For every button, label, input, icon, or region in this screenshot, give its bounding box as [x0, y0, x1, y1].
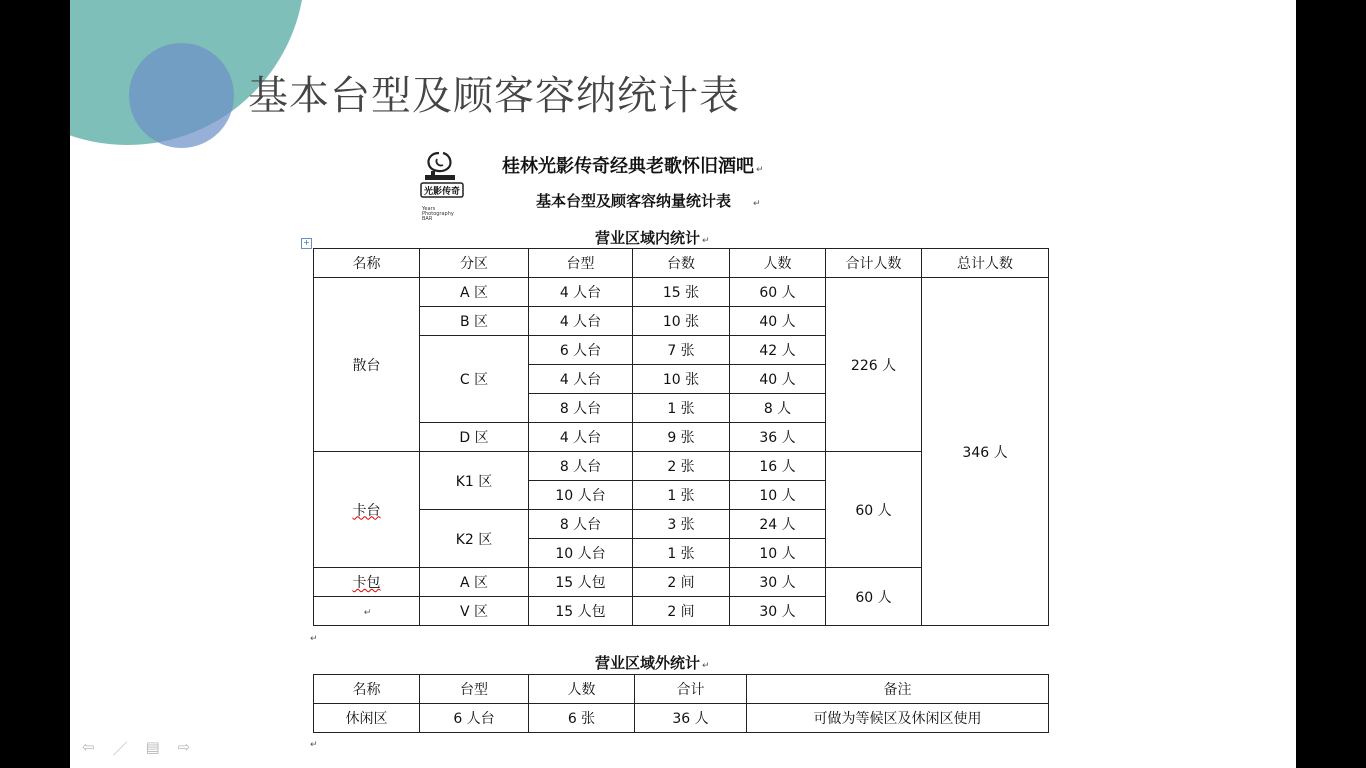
- people-cell: 10 人: [730, 481, 826, 510]
- logo-caption: Years Photography BAR: [422, 206, 454, 222]
- people-cell: 10 人: [730, 539, 826, 568]
- type-cell: 4 人台: [529, 307, 633, 336]
- count-cell: 1 张: [633, 394, 730, 423]
- subtotal-cell: 226 人: [826, 278, 922, 452]
- people-cell: 60 人: [730, 278, 826, 307]
- cell: 6 人台: [420, 704, 529, 733]
- count-cell: 10 张: [633, 307, 730, 336]
- type-cell: 8 人台: [529, 452, 633, 481]
- table-header-row: [314, 675, 1049, 704]
- header-cell: 合计人数: [826, 249, 922, 278]
- count-cell: 2 张: [633, 452, 730, 481]
- inside-area-table: [313, 248, 1049, 626]
- people-cell: 24 人: [730, 510, 826, 539]
- type-cell: 8 人台: [529, 510, 633, 539]
- header-cell: 分区: [420, 249, 529, 278]
- header-cell: 名称: [314, 675, 420, 704]
- count-cell: 3 张: [633, 510, 730, 539]
- zone-cell: D 区: [420, 423, 529, 452]
- subtotal-cell: 60 人: [826, 452, 922, 568]
- slide-title: 基本台型及顾客容纳统计表: [248, 73, 740, 119]
- zone-cell: A 区: [420, 278, 529, 307]
- zone-cell: C 区: [420, 336, 529, 423]
- count-cell: 9 张: [633, 423, 730, 452]
- type-cell: 8 人台: [529, 394, 633, 423]
- zone-cell: K1 区: [420, 452, 529, 510]
- paragraph-mark: ↵: [310, 740, 318, 750]
- zone-cell: V 区: [420, 597, 529, 626]
- section-title-inside: 营业区域内统计 ↵: [595, 229, 710, 247]
- type-cell: 4 人台: [529, 365, 633, 394]
- subtotal-cell: 60 人: [826, 568, 922, 626]
- remark-cell: 可做为等候区及休闲区使用: [747, 704, 1049, 733]
- slide: [70, 0, 1296, 768]
- header-cell: 合计: [635, 675, 747, 704]
- type-cell: 4 人台: [529, 423, 633, 452]
- name-cell: 卡包: [314, 568, 420, 597]
- count-cell: 10 张: [633, 365, 730, 394]
- name-cell: 散台: [314, 278, 420, 452]
- count-cell: 2 间: [633, 568, 730, 597]
- table-move-handle-icon[interactable]: +: [301, 238, 312, 249]
- header-cell: 总计人数: [922, 249, 1049, 278]
- count-cell: 7 张: [633, 336, 730, 365]
- type-cell: 15 人包: [529, 568, 633, 597]
- header-cell: 备注: [747, 675, 1049, 704]
- header-cell: 台型: [529, 249, 633, 278]
- zone-cell: A 区: [420, 568, 529, 597]
- count-cell: 1 张: [633, 539, 730, 568]
- section-title-outside: 营业区域外统计 ↵: [595, 654, 710, 672]
- logo-text: 光影传奇: [423, 187, 461, 197]
- total-cell: 346 人: [922, 278, 1049, 626]
- header-cell: 台型: [420, 675, 529, 704]
- cell: 6 张: [529, 704, 635, 733]
- cell: 36 人: [635, 704, 747, 733]
- header-cell: 台数: [633, 249, 730, 278]
- type-cell: 4 人台: [529, 278, 633, 307]
- table-row: [314, 278, 1049, 307]
- people-cell: 40 人: [730, 307, 826, 336]
- pen-icon[interactable]: ／: [112, 740, 128, 758]
- decor-blue-circle: [129, 43, 234, 148]
- people-cell: 40 人: [730, 365, 826, 394]
- count-cell: 2 间: [633, 597, 730, 626]
- next-slide-icon[interactable]: ⇨: [177, 738, 191, 756]
- type-cell: 6 人台: [529, 336, 633, 365]
- people-cell: 16 人: [730, 452, 826, 481]
- name-cell: ↵: [314, 597, 420, 626]
- people-cell: 8 人: [730, 394, 826, 423]
- people-cell: 30 人: [730, 597, 826, 626]
- type-cell: 10 人台: [529, 539, 633, 568]
- people-cell: 30 人: [730, 568, 826, 597]
- paragraph-mark: ↵: [310, 634, 318, 644]
- slideshow-controls: [82, 738, 190, 759]
- previous-slide-icon[interactable]: ⇦: [82, 738, 95, 756]
- header-cell: 人数: [730, 249, 826, 278]
- name-cell: 卡台: [314, 452, 420, 568]
- header-cell: 名称: [314, 249, 420, 278]
- zone-cell: B 区: [420, 307, 529, 336]
- doc-heading-1: 桂林光影传奇经典老歌怀旧酒吧 ↵: [502, 156, 764, 177]
- cell: 休闲区: [314, 704, 420, 733]
- header-cell: 人数: [529, 675, 635, 704]
- type-cell: 15 人包: [529, 597, 633, 626]
- outside-area-table: [313, 674, 1049, 733]
- people-cell: 42 人: [730, 336, 826, 365]
- people-cell: 36 人: [730, 423, 826, 452]
- count-cell: 1 张: [633, 481, 730, 510]
- type-cell: 10 人台: [529, 481, 633, 510]
- table-header-row: [314, 249, 1049, 278]
- count-cell: 15 张: [633, 278, 730, 307]
- table-row: [314, 704, 1049, 733]
- menu-icon[interactable]: ▤: [145, 738, 160, 756]
- doc-heading-2: 基本台型及顾客容纳量统计表 ↵: [536, 192, 761, 210]
- zone-cell: K2 区: [420, 510, 529, 568]
